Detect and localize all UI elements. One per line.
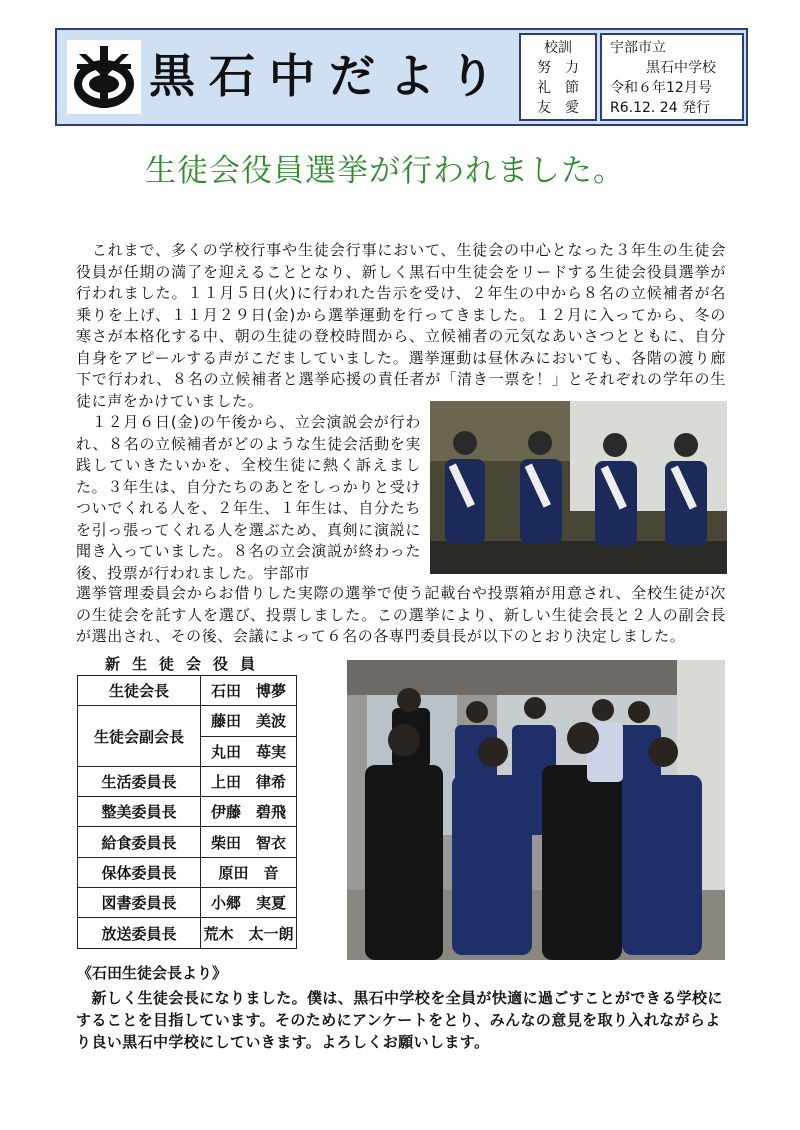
issue-date: R6.12. 24 発行 [610, 100, 711, 116]
president-message-heading: 《石田生徒会長より》 [77, 964, 228, 982]
table-row [78, 918, 297, 948]
name-cell: 原田 音 [201, 857, 297, 887]
president-message-text: 新しく生徒会長になりました。僕は、黒石中学校を全員が快適に過ごすことができる学校にすることを目指しています。そのためにアンケートをとり、みんなの意見を取り入れながらより良い黒石中学校にしていきます。よろしくお願いします。 [76, 989, 723, 1051]
table-row [78, 827, 297, 857]
school-emblem-icon [67, 40, 141, 114]
table-row [78, 797, 297, 827]
role-cell: 図書委員長 [78, 888, 201, 918]
role-cell: 保体委員長 [78, 857, 201, 887]
role-cell: 生徒会長 [78, 676, 201, 706]
body-paragraph: １２月６日(金)の午後から、立会演説会が行われ、８名の立候補者がどのような生徒会活動を実践していきたいかを、全校生徒に熱く訴えました。３年生は、自分たちのあとをしっかりと受けついでくれる人を、２年生、１年生は、自分たちを引っ張ってくれる人を選ぶため、真剣に演説に聞き入っていました。８名の立会演説が終わった後、投票が行われました。宇部市 [76, 413, 421, 582]
body-paragraph: 選挙管理委員会からお借りした実際の選挙で使う記載台や投票箱が用意され、全校生徒が次の生徒会を託す人を選び、投票しました。この選挙により、新しい生徒会長と２人の副会長が選出され、その後、会議によって６名の各専門委員長が以下のとおり決定しました。 [76, 584, 726, 645]
motto-item: 友 愛 [537, 100, 579, 116]
motto-item: 礼 節 [537, 80, 579, 96]
motto-label: 校訓 [544, 40, 572, 56]
officers-table [77, 675, 297, 949]
school-motto-box [519, 33, 597, 121]
table-row [78, 888, 297, 918]
role-cell: 生徒会副会長 [78, 706, 201, 767]
speech-candidates-photo [430, 401, 727, 574]
masthead [55, 28, 748, 126]
table-row [78, 766, 297, 796]
table-row [78, 676, 297, 706]
name-cell: 小郷 実夏 [201, 888, 297, 918]
name-cell: 伊藤 碧飛 [201, 797, 297, 827]
name-cell: 柴田 智衣 [201, 827, 297, 857]
role-cell: 給食委員長 [78, 827, 201, 857]
role-cell: 放送委員長 [78, 918, 201, 948]
name-cell: 丸田 苺実 [201, 736, 297, 766]
role-cell: 整美委員長 [78, 797, 201, 827]
publisher-city: 宇部市立 [610, 40, 666, 56]
newsletter-title: 黒石中だより [149, 49, 509, 103]
officers-table-title: 新生徒会役員 [105, 655, 268, 673]
publisher-school: 黒石中学校 [646, 60, 716, 76]
table-row [78, 706, 297, 736]
body-paragraph: これまで、多くの学校行事や生徒会行事において、生徒会の中心となった３年生の生徒会役員が任期の満了を迎えることとなり、新しく黒石中生徒会をリードする生徒会役員選挙が行われました。１１月５日(火)に行われた告示を受け、２年生の中から８名の立候補者が名乗りを上げ、１１月２９日(金)から選挙運動を行ってきました。１２月に入ってから、冬の寒さが本格化する中、朝の生徒の登校時間から、立候補者の元気なあいさつとともに、自分自身をアピールする声がこだましていました。選挙運動は昼休みにおいても、各階の渡り廊下で行われ、８名の立候補者と選挙応援の責任者が「清き一票を！」とそれぞれの学年の生徒に声をかけていました。 [76, 241, 726, 410]
name-cell: 石田 博夢 [201, 676, 297, 706]
name-cell: 藤田 美波 [201, 706, 297, 736]
new-officers-group-photo [347, 660, 725, 960]
publication-info [600, 33, 744, 121]
role-cell: 生活委員長 [78, 766, 201, 796]
headline: 生徒会役員選挙が行われました。 [145, 153, 625, 189]
issue-label: 令和６年12月号 [610, 80, 712, 96]
name-cell: 上田 律希 [201, 766, 297, 796]
name-cell: 荒木 太一朗 [201, 918, 297, 948]
motto-item: 努 力 [537, 60, 579, 76]
table-row [78, 857, 297, 887]
